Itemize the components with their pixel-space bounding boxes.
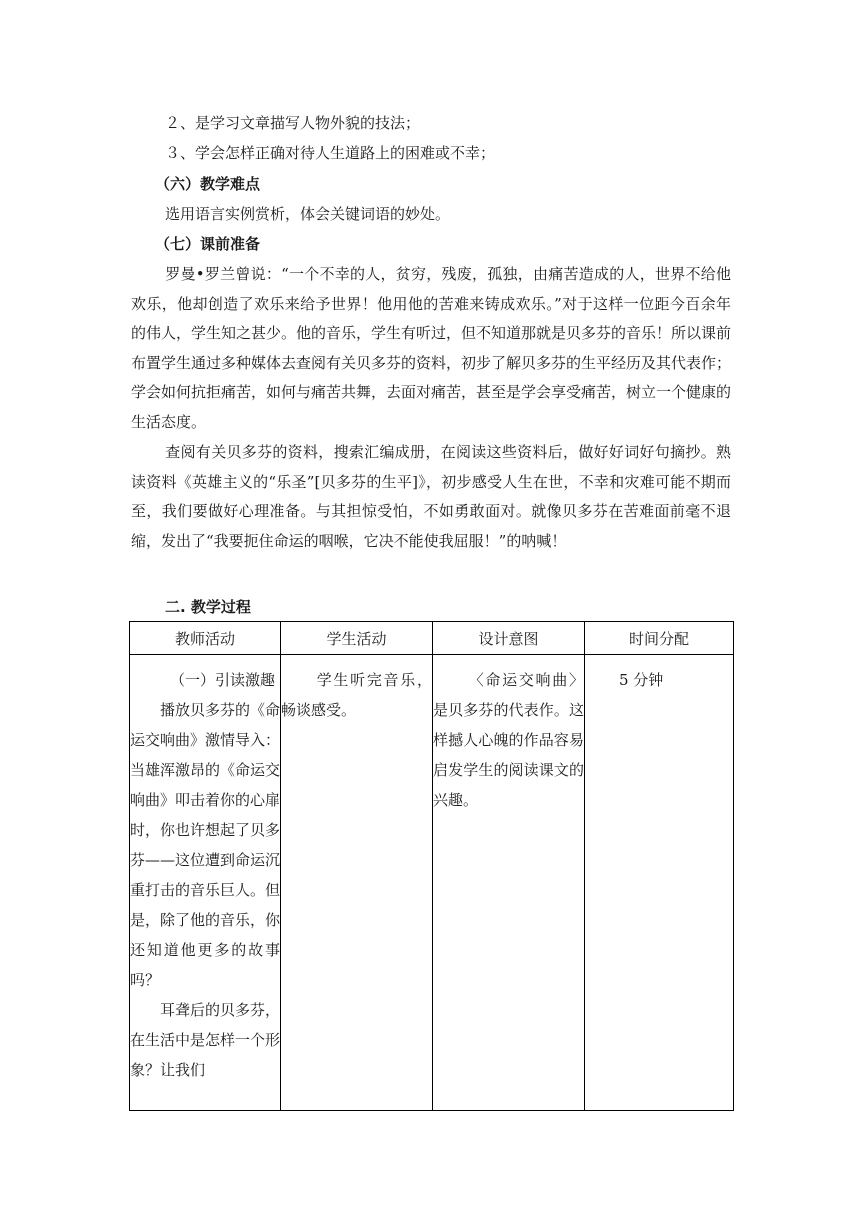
design-intent-text: 〈命运交响曲〉是贝多芬的代表作。这样撼人心魄的作品容易启发学生的阅读课文的兴趣。 [433,671,584,809]
header-design-intent: 设计意图 [433,622,585,655]
teacher-step-title [130,665,280,695]
teacher-paragraph-1-text: 播放贝多芬的《命运交响曲》激情导入：当雄浑激昂的《命运交响曲》叩击着你的心扉时，你也许想起了贝多芬——这位遭到命运沉重打击的音乐巨人。但是，除了他的音乐，你还知道他更多的故事吗？ [130,701,281,989]
header-student-activity: 学生活动 [281,622,433,655]
process-heading: 二. 教学过程 [165,598,251,616]
preparation-paragraph-2 [131,438,731,556]
table-header-row [130,622,734,655]
teaching-process-table [129,621,734,1111]
teacher-paragraph-2 [130,995,280,1085]
cell-teacher-activity [130,655,281,1111]
preparation-heading: （七）课前准备 [155,235,261,253]
cell-design-intent [433,655,585,1111]
objective-item-3: ３、学会怎样正确对待人生道路上的困难或不幸； [165,144,496,162]
cell-student-activity [281,655,433,1111]
time-allocation-text: 5 分钟 [619,671,664,689]
preparation-paragraph-1 [131,260,731,437]
difficulty-text: 选用语言实例赏析，体会关键词语的妙处。 [165,205,451,223]
teacher-paragraph-1 [130,695,280,995]
difficulty-heading: （六）教学难点 [155,175,261,193]
cell-time-allocation [585,655,734,1111]
student-activity-text: 学生听完音乐，畅谈感受。 [281,671,432,719]
objective-item-2: ２、是学习文章描写人物外貌的技法； [165,114,421,132]
teacher-step-title-text: （一）引读激趣 [170,671,276,689]
header-time-allocation: 时间分配 [585,622,734,655]
table-row [130,655,734,1111]
header-teacher-activity: 教师活动 [130,622,281,655]
preparation-paragraph-2-text: 查阅有关贝多芬的资料，搜索汇编成册，在阅读这些资料后，做好好词好句摘抄。熟读资料《英雄主义的“乐圣”[贝多芬的生平]》，初步感受人生在世，不幸和灾难可能不期而至，我们要做好心理准备。与其担惊受怕，不如勇敢面对。就像贝多芬在苦难面前毫不退缩，发出了“我要扼住命运的咽喉，它决不能使我屈服！”的呐喊！ [131,443,731,550]
teacher-paragraph-2-text: 耳聋后的贝多芬，在生活中是怎样一个形象？让我们 [130,1001,281,1079]
preparation-paragraph-1-text: 罗曼•罗兰曾说：“一个不幸的人，贫穷，残废，孤独，由痛苦造成的人，世界不给他欢乐，他却创造了欢乐来给予世界！他用他的苦难来铸成欢乐。”对于这样一位距今百余年的伟人，学生知之甚少。他的音乐，学生有听过，但不知道那就是贝多芬的音乐！所以课前布置学生通过多种媒体去查阅有关贝多芬的资料，初步了解贝多芬的生平经历及其代表作；学会如何抗拒痛苦，如何与痛苦共舞，去面对痛苦，甚至是学会享受痛苦，树立一个健康的生活态度。 [131,265,732,431]
